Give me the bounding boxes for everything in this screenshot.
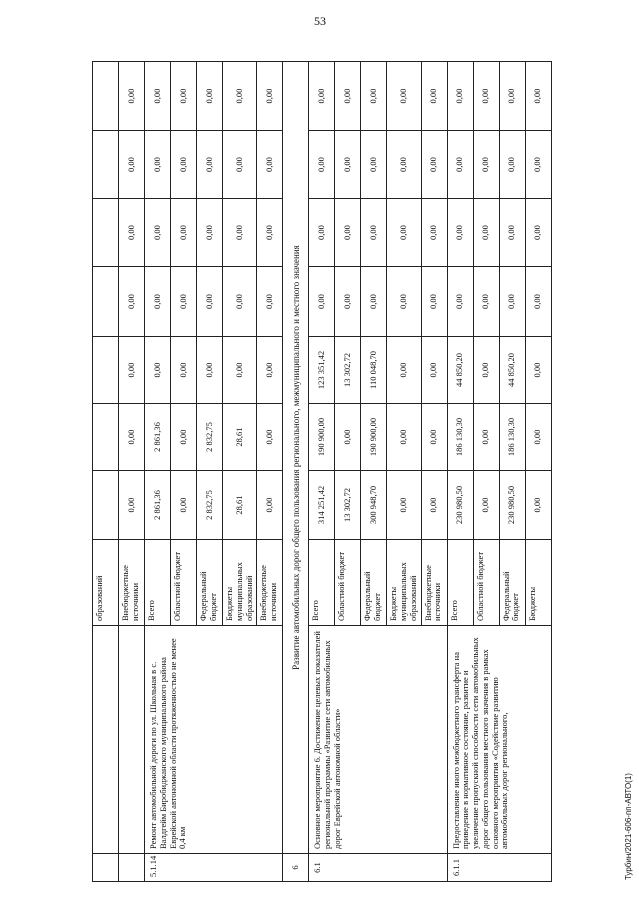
value-cell: 0,00 bbox=[257, 131, 283, 199]
funding-source: Всего bbox=[309, 540, 335, 626]
value-cell: 0,00 bbox=[421, 199, 447, 267]
value-cell: 13 302,72 bbox=[335, 337, 361, 404]
value-cell: 0,00 bbox=[473, 199, 499, 267]
value-cell bbox=[93, 62, 119, 131]
value-cell: 0,00 bbox=[197, 199, 223, 267]
value-cell: 0,00 bbox=[223, 62, 257, 131]
value-cell: 0,00 bbox=[525, 471, 551, 540]
value-cell: 0,00 bbox=[335, 62, 361, 131]
value-cell: 0,00 bbox=[387, 337, 421, 404]
item-number bbox=[93, 854, 119, 882]
value-cell: 0,00 bbox=[257, 471, 283, 540]
value-cell: 28,61 bbox=[223, 471, 257, 540]
value-cell: 0,00 bbox=[145, 199, 171, 267]
value-cell: 0,00 bbox=[499, 199, 525, 267]
value-cell: 0,00 bbox=[387, 131, 421, 199]
item-name: Предоставление иного межбюджетного трансферта на приведение в нормативное состояние, развитие и увеличение пропускной способности сети автомобильных дорог общего пользования местного значения в рамках основного мероприятия «Содействие развитию автомобильных дорог регионального, bbox=[447, 626, 551, 854]
value-cell: 0,00 bbox=[171, 404, 197, 471]
value-cell: 2 832,75 bbox=[197, 471, 223, 540]
item-number bbox=[119, 854, 145, 882]
value-cell: 2 861,36 bbox=[145, 471, 171, 540]
value-cell: 0,00 bbox=[335, 199, 361, 267]
value-cell: 230 980,50 bbox=[499, 471, 525, 540]
value-cell: 0,00 bbox=[473, 404, 499, 471]
value-cell: 0,00 bbox=[257, 404, 283, 471]
value-cell: 0,00 bbox=[499, 267, 525, 337]
item-name: Ремонт автомобильной дороги по ул. Школьная в с. Валдгейм Биробиджанского муниципального района Еврейской автономной области протяженностью не менее 0,4 км bbox=[145, 626, 283, 854]
value-cell: 0,00 bbox=[257, 62, 283, 131]
value-cell bbox=[93, 337, 119, 404]
budget-table bbox=[92, 61, 552, 882]
value-cell: 0,00 bbox=[223, 131, 257, 199]
value-cell: 44 850,20 bbox=[447, 337, 473, 404]
value-cell: 300 948,70 bbox=[361, 471, 387, 540]
value-cell: 0,00 bbox=[257, 199, 283, 267]
value-cell: 0,00 bbox=[525, 404, 551, 471]
funding-source: Областной бюджет bbox=[335, 540, 361, 626]
value-cell: 0,00 bbox=[119, 267, 145, 337]
funding-source: Всего bbox=[447, 540, 473, 626]
value-cell: 0,00 bbox=[447, 131, 473, 199]
value-cell: 0,00 bbox=[361, 62, 387, 131]
item-number: 6.1.1 bbox=[447, 854, 551, 882]
value-cell: 0,00 bbox=[119, 131, 145, 199]
funding-source: Бюджеты муниципальных образований bbox=[223, 540, 257, 626]
value-cell: 0,00 bbox=[197, 62, 223, 131]
table-row bbox=[93, 62, 119, 882]
value-cell: 0,00 bbox=[473, 131, 499, 199]
value-cell: 0,00 bbox=[223, 199, 257, 267]
value-cell: 13 302,72 bbox=[335, 471, 361, 540]
value-cell: 0,00 bbox=[525, 199, 551, 267]
value-cell: 186 130,30 bbox=[499, 404, 525, 471]
value-cell bbox=[93, 131, 119, 199]
funding-source: Областной бюджет bbox=[171, 540, 197, 626]
value-cell: 0,00 bbox=[421, 131, 447, 199]
value-cell: 0,00 bbox=[119, 404, 145, 471]
value-cell: 230 980,50 bbox=[447, 471, 473, 540]
value-cell: 186 130,30 bbox=[447, 404, 473, 471]
funding-source: Внебюджетные источники bbox=[421, 540, 447, 626]
value-cell: 0,00 bbox=[197, 131, 223, 199]
funding-source: Областной бюджет bbox=[473, 540, 499, 626]
value-cell: 0,00 bbox=[387, 62, 421, 131]
value-cell: 0,00 bbox=[421, 337, 447, 404]
item-name bbox=[93, 626, 119, 854]
item-number: 6.1 bbox=[309, 854, 447, 882]
value-cell: 0,00 bbox=[473, 471, 499, 540]
value-cell: 123 351,42 bbox=[309, 337, 335, 404]
table-body bbox=[93, 62, 552, 882]
value-cell: 0,00 bbox=[119, 337, 145, 404]
value-cell: 0,00 bbox=[387, 404, 421, 471]
table-row bbox=[145, 62, 171, 882]
value-cell: 0,00 bbox=[525, 62, 551, 131]
value-cell: 0,00 bbox=[361, 267, 387, 337]
value-cell: 0,00 bbox=[473, 62, 499, 131]
value-cell: 0,00 bbox=[223, 267, 257, 337]
value-cell: 0,00 bbox=[499, 62, 525, 131]
value-cell: 0,00 bbox=[309, 199, 335, 267]
value-cell: 190 900,00 bbox=[309, 404, 335, 471]
value-cell: 0,00 bbox=[145, 62, 171, 131]
value-cell: 0,00 bbox=[387, 471, 421, 540]
funding-source: Всего bbox=[145, 540, 171, 626]
table-row bbox=[309, 62, 335, 882]
section-title: Развитие автомобильных дорог общего пользования регионального, межмуниципального и местного значения bbox=[283, 62, 309, 854]
value-cell: 0,00 bbox=[361, 131, 387, 199]
value-cell bbox=[93, 199, 119, 267]
value-cell: 0,00 bbox=[421, 471, 447, 540]
value-cell: 314 251,42 bbox=[309, 471, 335, 540]
funding-source: Федеральный бюджет bbox=[197, 540, 223, 626]
value-cell: 0,00 bbox=[145, 337, 171, 404]
value-cell: 0,00 bbox=[171, 471, 197, 540]
value-cell: 0,00 bbox=[197, 337, 223, 404]
value-cell: 0,00 bbox=[473, 267, 499, 337]
value-cell: 0,00 bbox=[119, 471, 145, 540]
funding-source: Внебюджетные источники bbox=[257, 540, 283, 626]
value-cell: 0,00 bbox=[257, 267, 283, 337]
value-cell bbox=[93, 404, 119, 471]
value-cell: 0,00 bbox=[335, 131, 361, 199]
value-cell: 0,00 bbox=[171, 267, 197, 337]
value-cell: 0,00 bbox=[525, 267, 551, 337]
value-cell: 0,00 bbox=[309, 131, 335, 199]
value-cell: 0,00 bbox=[421, 62, 447, 131]
value-cell: 0,00 bbox=[361, 199, 387, 267]
value-cell: 0,00 bbox=[387, 267, 421, 337]
value-cell: 0,00 bbox=[335, 267, 361, 337]
value-cell: 44 850,20 bbox=[499, 337, 525, 404]
value-cell: 0,00 bbox=[525, 337, 551, 404]
value-cell: 190 900,00 bbox=[361, 404, 387, 471]
funding-source: Бюджеты муниципальных образований bbox=[387, 540, 421, 626]
value-cell: 0,00 bbox=[171, 337, 197, 404]
item-name bbox=[119, 626, 145, 854]
value-cell: 110 048,70 bbox=[361, 337, 387, 404]
value-cell: 0,00 bbox=[421, 404, 447, 471]
value-cell: 0,00 bbox=[257, 337, 283, 404]
value-cell: 0,00 bbox=[447, 267, 473, 337]
item-number: 5.1.14 bbox=[145, 854, 283, 882]
table-row bbox=[447, 62, 473, 882]
value-cell bbox=[93, 267, 119, 337]
value-cell: 0,00 bbox=[145, 267, 171, 337]
value-cell: 0,00 bbox=[309, 267, 335, 337]
value-cell: 0,00 bbox=[119, 199, 145, 267]
value-cell: 0,00 bbox=[447, 199, 473, 267]
document-code: Турбин/2021-606-пп-АВТО(1) bbox=[624, 773, 633, 880]
value-cell: 0,00 bbox=[171, 199, 197, 267]
value-cell: 0,00 bbox=[145, 131, 171, 199]
value-cell: 0,00 bbox=[223, 337, 257, 404]
value-cell: 0,00 bbox=[525, 131, 551, 199]
section-number: 6 bbox=[283, 854, 309, 882]
value-cell: 2 861,36 bbox=[145, 404, 171, 471]
value-cell: 0,00 bbox=[309, 62, 335, 131]
funding-source: Внебюджетные источники bbox=[119, 540, 145, 626]
page-number: 53 bbox=[314, 14, 326, 28]
table-row bbox=[119, 62, 145, 882]
value-cell: 0,00 bbox=[171, 131, 197, 199]
item-name: Основное мероприятие 6. Достижение целевых показателей региональной программы «Развитие сети автомобильных дорог Еврейской автономной области» bbox=[309, 626, 447, 854]
value-cell: 0,00 bbox=[447, 62, 473, 131]
value-cell: 0,00 bbox=[473, 337, 499, 404]
value-cell: 0,00 bbox=[387, 199, 421, 267]
value-cell: 2 832,75 bbox=[197, 404, 223, 471]
value-cell: 0,00 bbox=[499, 131, 525, 199]
budget-table-rotated bbox=[92, 62, 597, 882]
value-cell: 0,00 bbox=[171, 62, 197, 131]
value-cell: 0,00 bbox=[197, 267, 223, 337]
value-cell: 0,00 bbox=[335, 404, 361, 471]
value-cell: 0,00 bbox=[421, 267, 447, 337]
value-cell: 0,00 bbox=[119, 62, 145, 131]
section-row bbox=[283, 62, 309, 882]
funding-source: Бюджеты bbox=[525, 540, 551, 626]
funding-source: Федеральный бюджет bbox=[361, 540, 387, 626]
funding-source: образований bbox=[93, 540, 119, 626]
value-cell: 28,61 bbox=[223, 404, 257, 471]
funding-source: Федеральный бюджет bbox=[499, 540, 525, 626]
value-cell bbox=[93, 471, 119, 540]
